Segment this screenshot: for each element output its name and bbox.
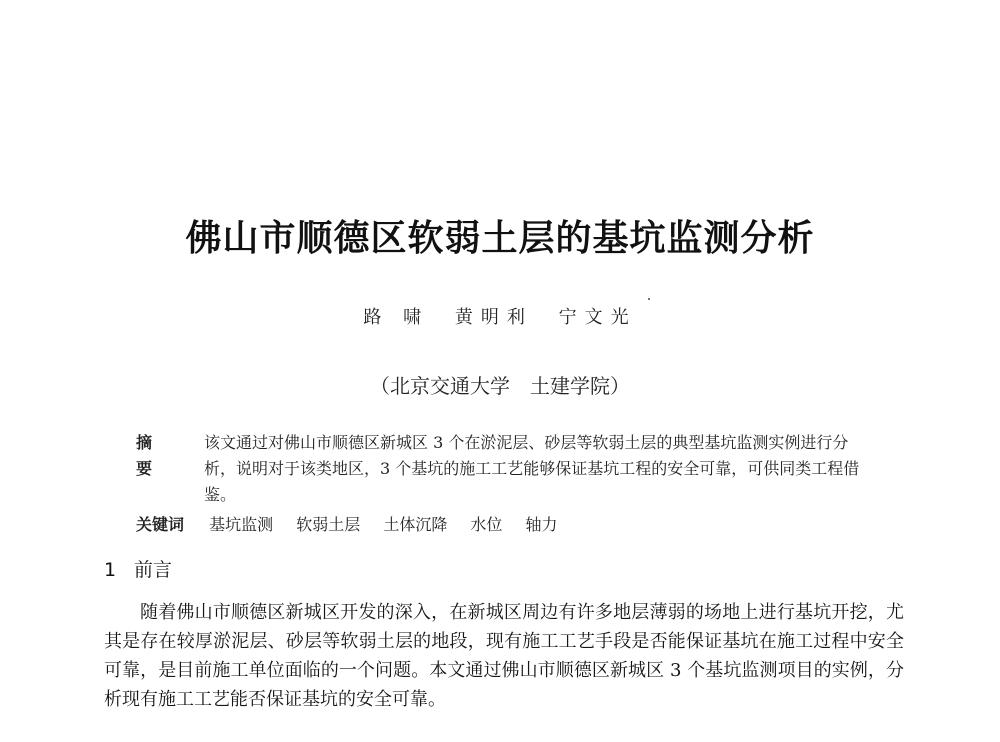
section-heading [104, 556, 172, 584]
abstract-block [136, 430, 876, 508]
body-paragraph: 随着佛山市顺德区新城区开发的深入，在新城区周边有许多地层薄弱的场地上进行基坑开挖，尤其是存在较厚淤泥层、砂层等软弱土层的地段，现有施工工艺手段是否能保证基坑在施工过程中安全可靠，是目前施工单位面临的一个问题。本文通过佛山市顺德区新城区 3 个基坑监测项目的实例，分析现有施工工艺能否保证基坑的安全可靠。 [104, 602, 904, 710]
section-title: 前言 [134, 559, 173, 581]
author-name: 路 啸 [363, 307, 430, 328]
keyword: 土体沉降 [383, 515, 448, 534]
paper-title: 佛山市顺德区软弱土层的基坑监测分析 [185, 218, 815, 259]
keywords-label: 关键词 [136, 515, 185, 534]
scan-speck [648, 298, 650, 300]
keywords-block [136, 512, 876, 538]
keyword: 基坑监测 [209, 515, 274, 534]
affiliation: （北京交通大学 土建学院） [370, 374, 630, 398]
author-name: 宁文光 [558, 307, 637, 328]
abstract-label: 摘 要 [136, 433, 161, 478]
author-list [0, 306, 1000, 330]
keyword: 轴力 [525, 515, 558, 534]
author-name: 黄明利 [454, 307, 533, 328]
keyword: 水位 [470, 515, 503, 534]
abstract-text: 该文通过对佛山市顺德区新城区 3 个在淤泥层、砂层等软弱土层的典型基坑监测实例进行分析，说明对于该类地区，3 个基坑的施工工艺能够保证基坑工程的安全可靠，可供同类工程借鉴。 [204, 433, 860, 504]
section-number: 1 [104, 559, 117, 581]
keyword: 软弱土层 [296, 515, 361, 534]
